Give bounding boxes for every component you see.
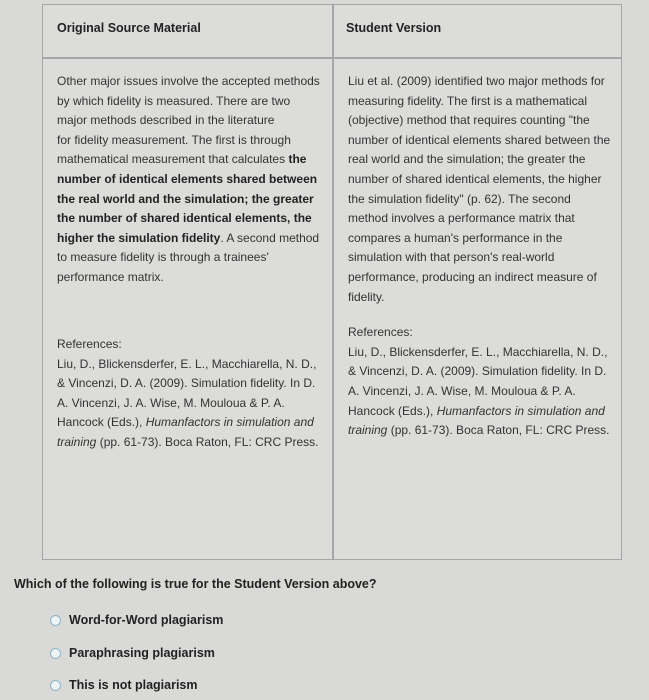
- option-label: Word-for-Word plagiarism: [69, 613, 224, 627]
- student-references: [348, 323, 611, 441]
- question-prompt: Which of the following is true for the Student Version above?: [14, 577, 377, 591]
- original-reference-text: Liu, D., Blickensderfer, E. L., Macchiarella, N. D., & Vincenzi, D. A. (2009). Simulation fidelity. In D. A. Vincenzi, J. A. Wise, M. Mouloua & P. A. Hancock (Eds.),: [57, 356, 317, 430]
- radio-button[interactable]: [50, 615, 61, 626]
- student-header-label: Student Version: [346, 21, 442, 35]
- original-references-title: References:: [57, 337, 122, 351]
- student-reference-text: Liu, D., Blickensderfer, E. L., Macchiarella, N. D., & Vincenzi, D. A. (2009). Simulation fidelity. In D. A. Vincenzi, J. A. Wise, M. Mouloua & P. A. Hancock (Eds.),: [348, 344, 608, 418]
- option-not-plagiarism[interactable]: [50, 676, 198, 694]
- original-text-1: Other major issues involve the accepted methods by which fidelity is measured. There are two major methods described in the literature: [57, 74, 320, 128]
- option-paraphrasing[interactable]: [50, 644, 215, 662]
- student-references-title: References:: [348, 325, 413, 340]
- student-header: [332, 5, 621, 59]
- original-body: [43, 59, 332, 559]
- original-highlighted-text: the number of identical elements shared between the real world and the simulation; the greater the number of shared identical elements, the higher the simulation fidelity: [57, 152, 318, 245]
- original-reference-book-title: Humanfactors in simulation and training: [57, 415, 314, 449]
- student-passage: Liu et al. (2009) identified two major methods for measuring fidelity. The first is a mathematical (objective) method that requires counting "the number of identical elements shared between the real world and the simulation; the greater the number of shared identical elements, the higher the simulation fidelity" (p. 62). The second method involves a performance matrix that compares a human's performance in the simulation with that person's real-world performance, producing an indirect measure of fidelity.: [348, 74, 611, 304]
- original-header-label: Original Source Material: [57, 21, 201, 35]
- option-label: Paraphrasing plagiarism: [69, 646, 215, 660]
- original-text-2: for fidelity measurement. The first is through mathematical measurement that calculates: [57, 132, 291, 167]
- original-column: [43, 5, 334, 559]
- radio-button[interactable]: [50, 680, 61, 691]
- student-body: [332, 59, 621, 559]
- original-passage: [57, 72, 322, 288]
- student-column: [332, 5, 621, 559]
- student-reference-book-title: Humanfactors in simulation and training: [348, 403, 605, 438]
- option-label: This is not plagiarism: [69, 678, 198, 692]
- student-reference-pages: (pp. 61-73). Boca Raton, FL: CRC Press.: [387, 423, 610, 438]
- option-word-for-word[interactable]: [50, 611, 223, 629]
- radio-button[interactable]: [50, 648, 61, 659]
- original-text-3: . A second method to measure fidelity is through a trainees' performance matrix.: [57, 230, 320, 284]
- original-header: [43, 5, 332, 59]
- comparison-table: [42, 4, 622, 560]
- original-reference-pages: (pp. 61-73). Boca Raton, FL: CRC Press.: [96, 434, 319, 449]
- original-references: [57, 335, 324, 453]
